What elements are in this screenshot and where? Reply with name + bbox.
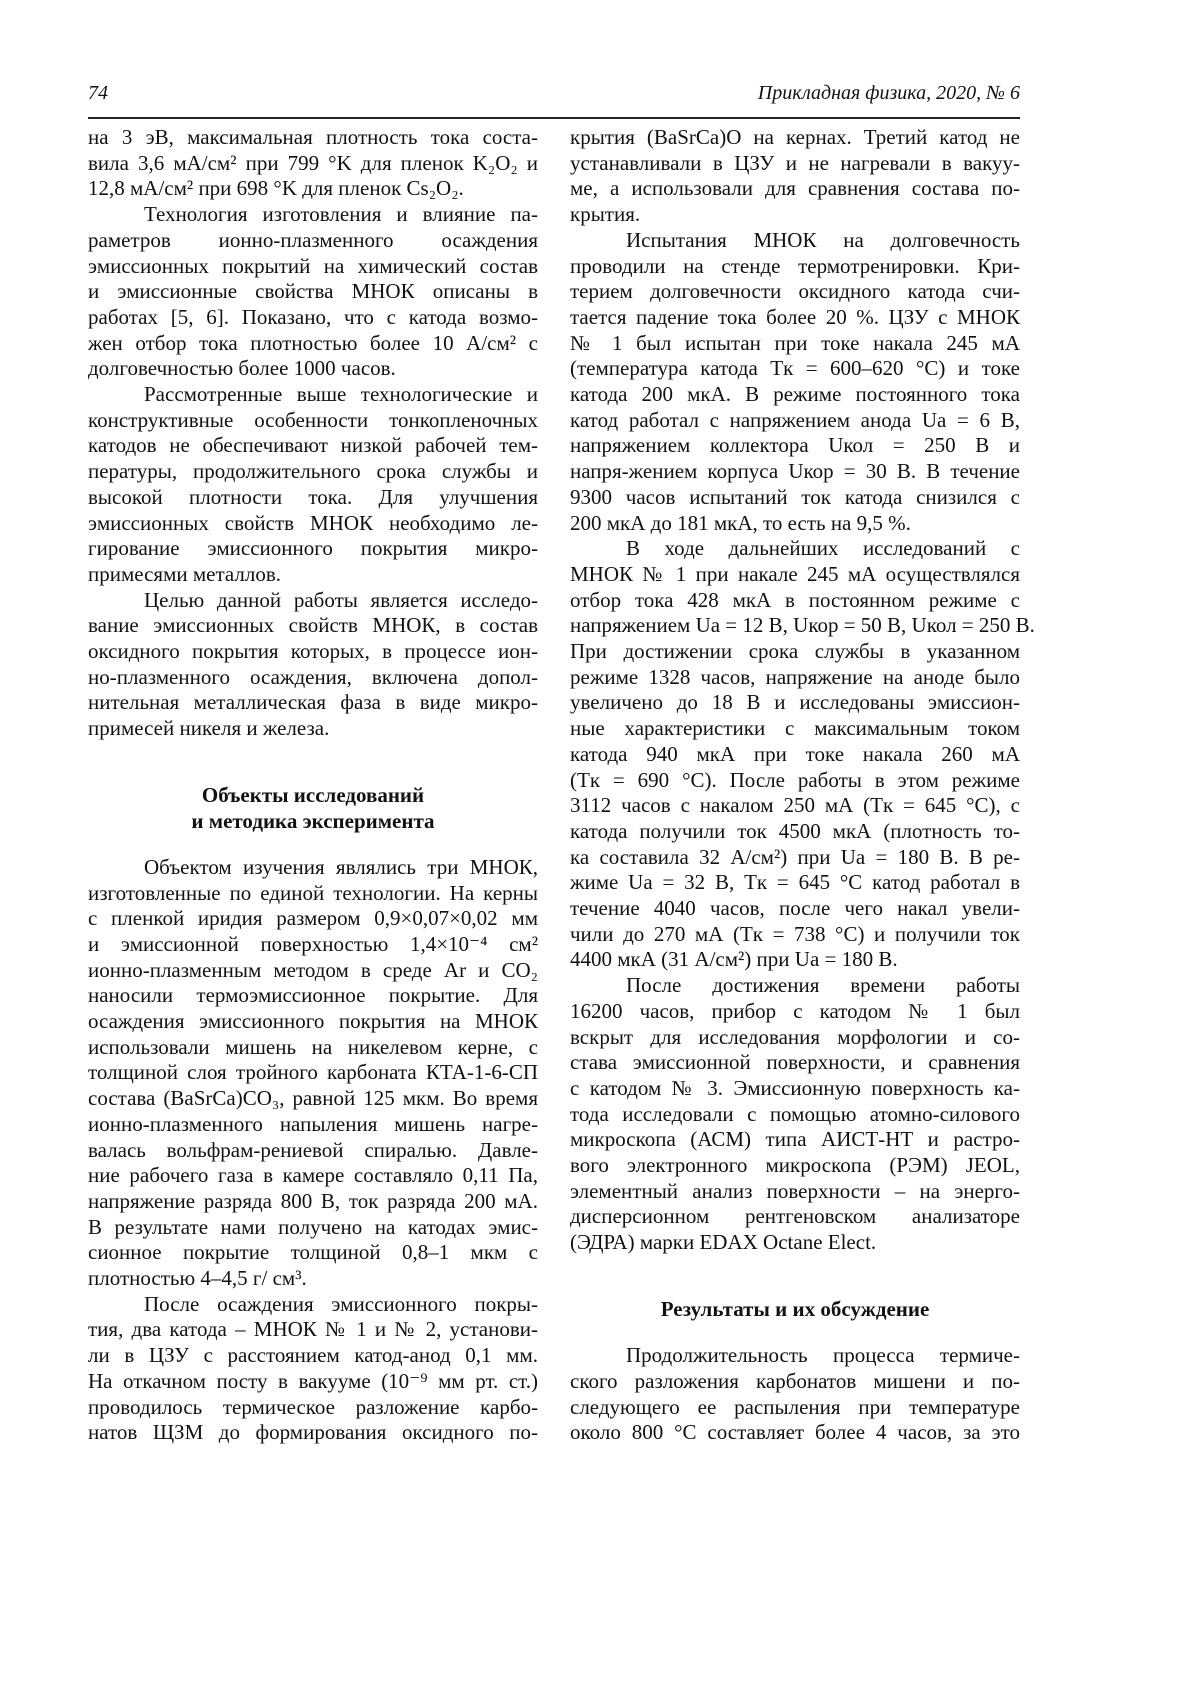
text-line: с катодом № 3. Эмиссионную поверхность ка-	[570, 1075, 1020, 1101]
text-line: Объектом изучения являлись три МНОК,	[88, 854, 538, 880]
text-line: наносили термоэмиссионное покрытие. Для	[88, 982, 538, 1008]
text-line: раметров ионно-плазменного осаждения	[88, 227, 538, 253]
text-line: сионное покрытие толщиной 0,8–1 мкм с	[88, 1239, 538, 1265]
text-line: состава (BaSrCa)CO₃, равной 125 мкм. Во время	[88, 1085, 538, 1111]
heading-line: Результаты и их обсуждение	[570, 1296, 1020, 1322]
text-line: следующего ее распыления при температуре	[570, 1394, 1020, 1420]
text-line: 12,8 мА/см² при 698 °K для пленок Cs₂O₂.	[88, 175, 538, 201]
text-line: напряжением коллектора Uкол = 250 В и	[570, 432, 1020, 458]
text-line: пературы, продолжительного срока службы и	[88, 458, 538, 484]
text-line: осаждения эмиссионного покрытия на МНОК	[88, 1008, 538, 1034]
text-line: катода получили ток 4500 мкА (плотность то-	[570, 818, 1020, 844]
text-line: режиме 1328 часов, напряжение на аноде было	[570, 664, 1020, 690]
text-line: ме, а использовали для сравнения состава по-	[570, 175, 1020, 201]
text-line: валась вольфрам-рениевой спиралью. Давле-	[88, 1137, 538, 1163]
text-line: на 3 эВ, максимальная плотность тока соста-	[88, 124, 538, 150]
text-line: Технология изготовления и влияние па-	[88, 201, 538, 227]
text-line: эмиссионных покрытий на химический состав	[88, 253, 538, 279]
heading-line: и методика эксперимента	[88, 808, 538, 834]
text-line: В ходе дальнейших исследований с	[570, 535, 1020, 561]
text-line: элементный анализ поверхности – на энерго-	[570, 1178, 1020, 1204]
text-line: жен отбор тока плотностью более 10 А/см² с	[88, 330, 538, 356]
text-line: (температура катода Tк = 600–620 °C) и токе	[570, 355, 1020, 381]
text-line: устанавливали в ЦЗУ и не нагревали в вакуу-	[570, 150, 1020, 176]
text-line: Рассмотренные выше технологические и	[88, 381, 538, 407]
text-line: напряжением Uа = 12 В, Uкор = 50 В, Uкол = 250 В.	[570, 612, 1020, 638]
text-line: напряжение разряда 800 В, ток разряда 200 мА.	[88, 1188, 538, 1214]
journal-running-head: Прикладная физика, 2020, № 6	[758, 82, 1020, 105]
text-line: натов ЩЗМ до формирования оксидного по-	[88, 1419, 538, 1445]
text-line: катод работал с напряжением анода Uа = 6 В,	[570, 407, 1020, 433]
text-line: но-плазменного осаждения, включена допол-	[88, 664, 538, 690]
text-line: чили до 270 мА (Tк = 738 °C) и получили ток	[570, 921, 1020, 947]
text-line: ка составила 32 А/см²) при Uа = 180 В. В ре-	[570, 844, 1020, 870]
text-line: Продолжительность процесса термиче-	[570, 1342, 1020, 1368]
text-line: ли в ЦЗУ с расстоянием катод-анод 0,1 мм.	[88, 1342, 538, 1368]
text-line: и эмиссионной поверхностью 1,4×10⁻⁴ см²	[88, 931, 538, 957]
text-line: напря-жением корпуса Uкор = 30 В. В течение	[570, 458, 1020, 484]
text-line: става эмиссионной поверхности, и сравнения	[570, 1049, 1020, 1075]
text-line: конструктивные особенности тонкопленочных	[88, 407, 538, 433]
text-line: проводилось термическое разложение карбо-	[88, 1394, 538, 1420]
text-line: крытия (BaSrCa)O на кернах. Третий катод не	[570, 124, 1020, 150]
text-line: В результате нами получено на катодах эмис-	[88, 1214, 538, 1240]
text-line: ные характеристики с максимальным током	[570, 715, 1020, 741]
text-line: эмиссионных свойств МНОК необходимо ле-	[88, 510, 538, 536]
text-line: использовали мишень на никелевом керне, с	[88, 1034, 538, 1060]
text-line: дисперсионном рентгеновском анализаторе	[570, 1203, 1020, 1229]
text-line: После осаждения эмиссионного покры-	[88, 1291, 538, 1317]
text-line: После достижения времени работы	[570, 972, 1020, 998]
text-line: (ЭДРА) марки EDAX Octane Elect.	[570, 1229, 1020, 1255]
text-line: терием долговечности оксидного катода счи-	[570, 278, 1020, 304]
text-line: При достижении срока службы в указанном	[570, 638, 1020, 664]
text-line: 200 мкА до 181 мкА, то есть на 9,5 %.	[570, 510, 1020, 536]
text-line: долговечностью более 1000 часов.	[88, 355, 538, 381]
text-line: Испытания МНОК на долговечность	[570, 227, 1020, 253]
text-line: нительная металлическая фаза в виде микро-	[88, 689, 538, 715]
text-line: проводили на стенде термотренировки. Кри-	[570, 253, 1020, 279]
text-line: (Tк = 690 °C). После работы в этом режиме	[570, 767, 1020, 793]
text-line: катода 200 мкА. В режиме постоянного тока	[570, 381, 1020, 407]
text-line: вание эмиссионных свойств МНОК, в состав	[88, 612, 538, 638]
text-line: работах [5, 6]. Показано, что с катода возмо-	[88, 304, 538, 330]
text-line: жиме Uа = 32 В, Tк = 645 °C катод работал в	[570, 869, 1020, 895]
text-line: вила 3,6 мА/см² при 799 °K для пленок K₂O₂ и	[88, 150, 538, 176]
text-line: изготовленные по единой технологии. На керны	[88, 880, 538, 906]
text-line: микроскопа (АСМ) типа АИСТ-НТ и растро-	[570, 1126, 1020, 1152]
text-line: ского разложения карбонатов мишени и по-	[570, 1368, 1020, 1394]
text-line: оксидного покрытия которых, в процессе ион-	[88, 638, 538, 664]
text-line: 4400 мкА (31 А/см²) при Uа = 180 В.	[570, 946, 1020, 972]
text-line: толщиной слоя тройного карбоната КТА-1-6-СП	[88, 1059, 538, 1085]
text-line: 9300 часов испытаний ток катода снизился с	[570, 484, 1020, 510]
text-line: ние рабочего газа в камере составляло 0,11 Па,	[88, 1162, 538, 1188]
text-line: и эмиссионные свойства МНОК описаны в	[88, 278, 538, 304]
text-line: вскрыт для исследования морфологии и со-	[570, 1024, 1020, 1050]
text-line: ионно-плазменного напыления мишень нагре-	[88, 1111, 538, 1137]
text-line: 3112 часов с накалом 250 мА (Tк = 645 °C), с	[570, 792, 1020, 818]
text-line: 16200 часов, прибор с катодом № 1 был	[570, 998, 1020, 1024]
text-line: катода 940 мкА при токе накала 260 мА	[570, 741, 1020, 767]
text-line: около 800 °C составляет более 4 часов, за это	[570, 1419, 1020, 1445]
text-line: тода исследовали с помощью атомно-силового	[570, 1101, 1020, 1127]
text-line: МНОК № 1 при накале 245 мА осуществлялся	[570, 561, 1020, 587]
text-line: примесей никеля и железа.	[88, 715, 538, 741]
text-line: Целью данной работы является исследо-	[88, 587, 538, 613]
text-line: На откачном посту в вакууме (10⁻⁹ мм рт. ст.)	[88, 1368, 538, 1394]
text-line: тия, два катода – МНОК № 1 и № 2, установи-	[88, 1316, 538, 1342]
text-line: № 1 был испытан при токе накала 245 мА	[570, 330, 1020, 356]
text-line: тается падение тока более 20 %. ЦЗУ с МНОК	[570, 304, 1020, 330]
text-line: плотностью 4–4,5 г/ см³.	[88, 1265, 538, 1291]
heading-line: Объекты исследований	[88, 782, 538, 808]
text-line: с пленкой иридия размером 0,9×0,07×0,02 мм	[88, 905, 538, 931]
page-number: 74	[88, 82, 108, 105]
text-line: примесями металлов.	[88, 561, 538, 587]
text-line: катодов не обеспечивают низкой рабочей тем-	[88, 432, 538, 458]
text-line: гирование эмиссионного покрытия микро-	[88, 535, 538, 561]
text-line: течение 4040 часов, после чего накал увели-	[570, 895, 1020, 921]
text-line: высокой плотности тока. Для улучшения	[88, 484, 538, 510]
text-line: ионно-плазменным методом в среде Ar и CO₂	[88, 957, 538, 983]
text-line: увеличено до 18 В и исследованы эмиссион-	[570, 689, 1020, 715]
text-line: вого электронного микроскопа (РЭМ) JEOL,	[570, 1152, 1020, 1178]
text-line: крытия.	[570, 201, 1020, 227]
text-line: отбор тока 428 мкА в постоянном режиме с	[570, 587, 1020, 613]
header-rule	[88, 117, 1020, 119]
